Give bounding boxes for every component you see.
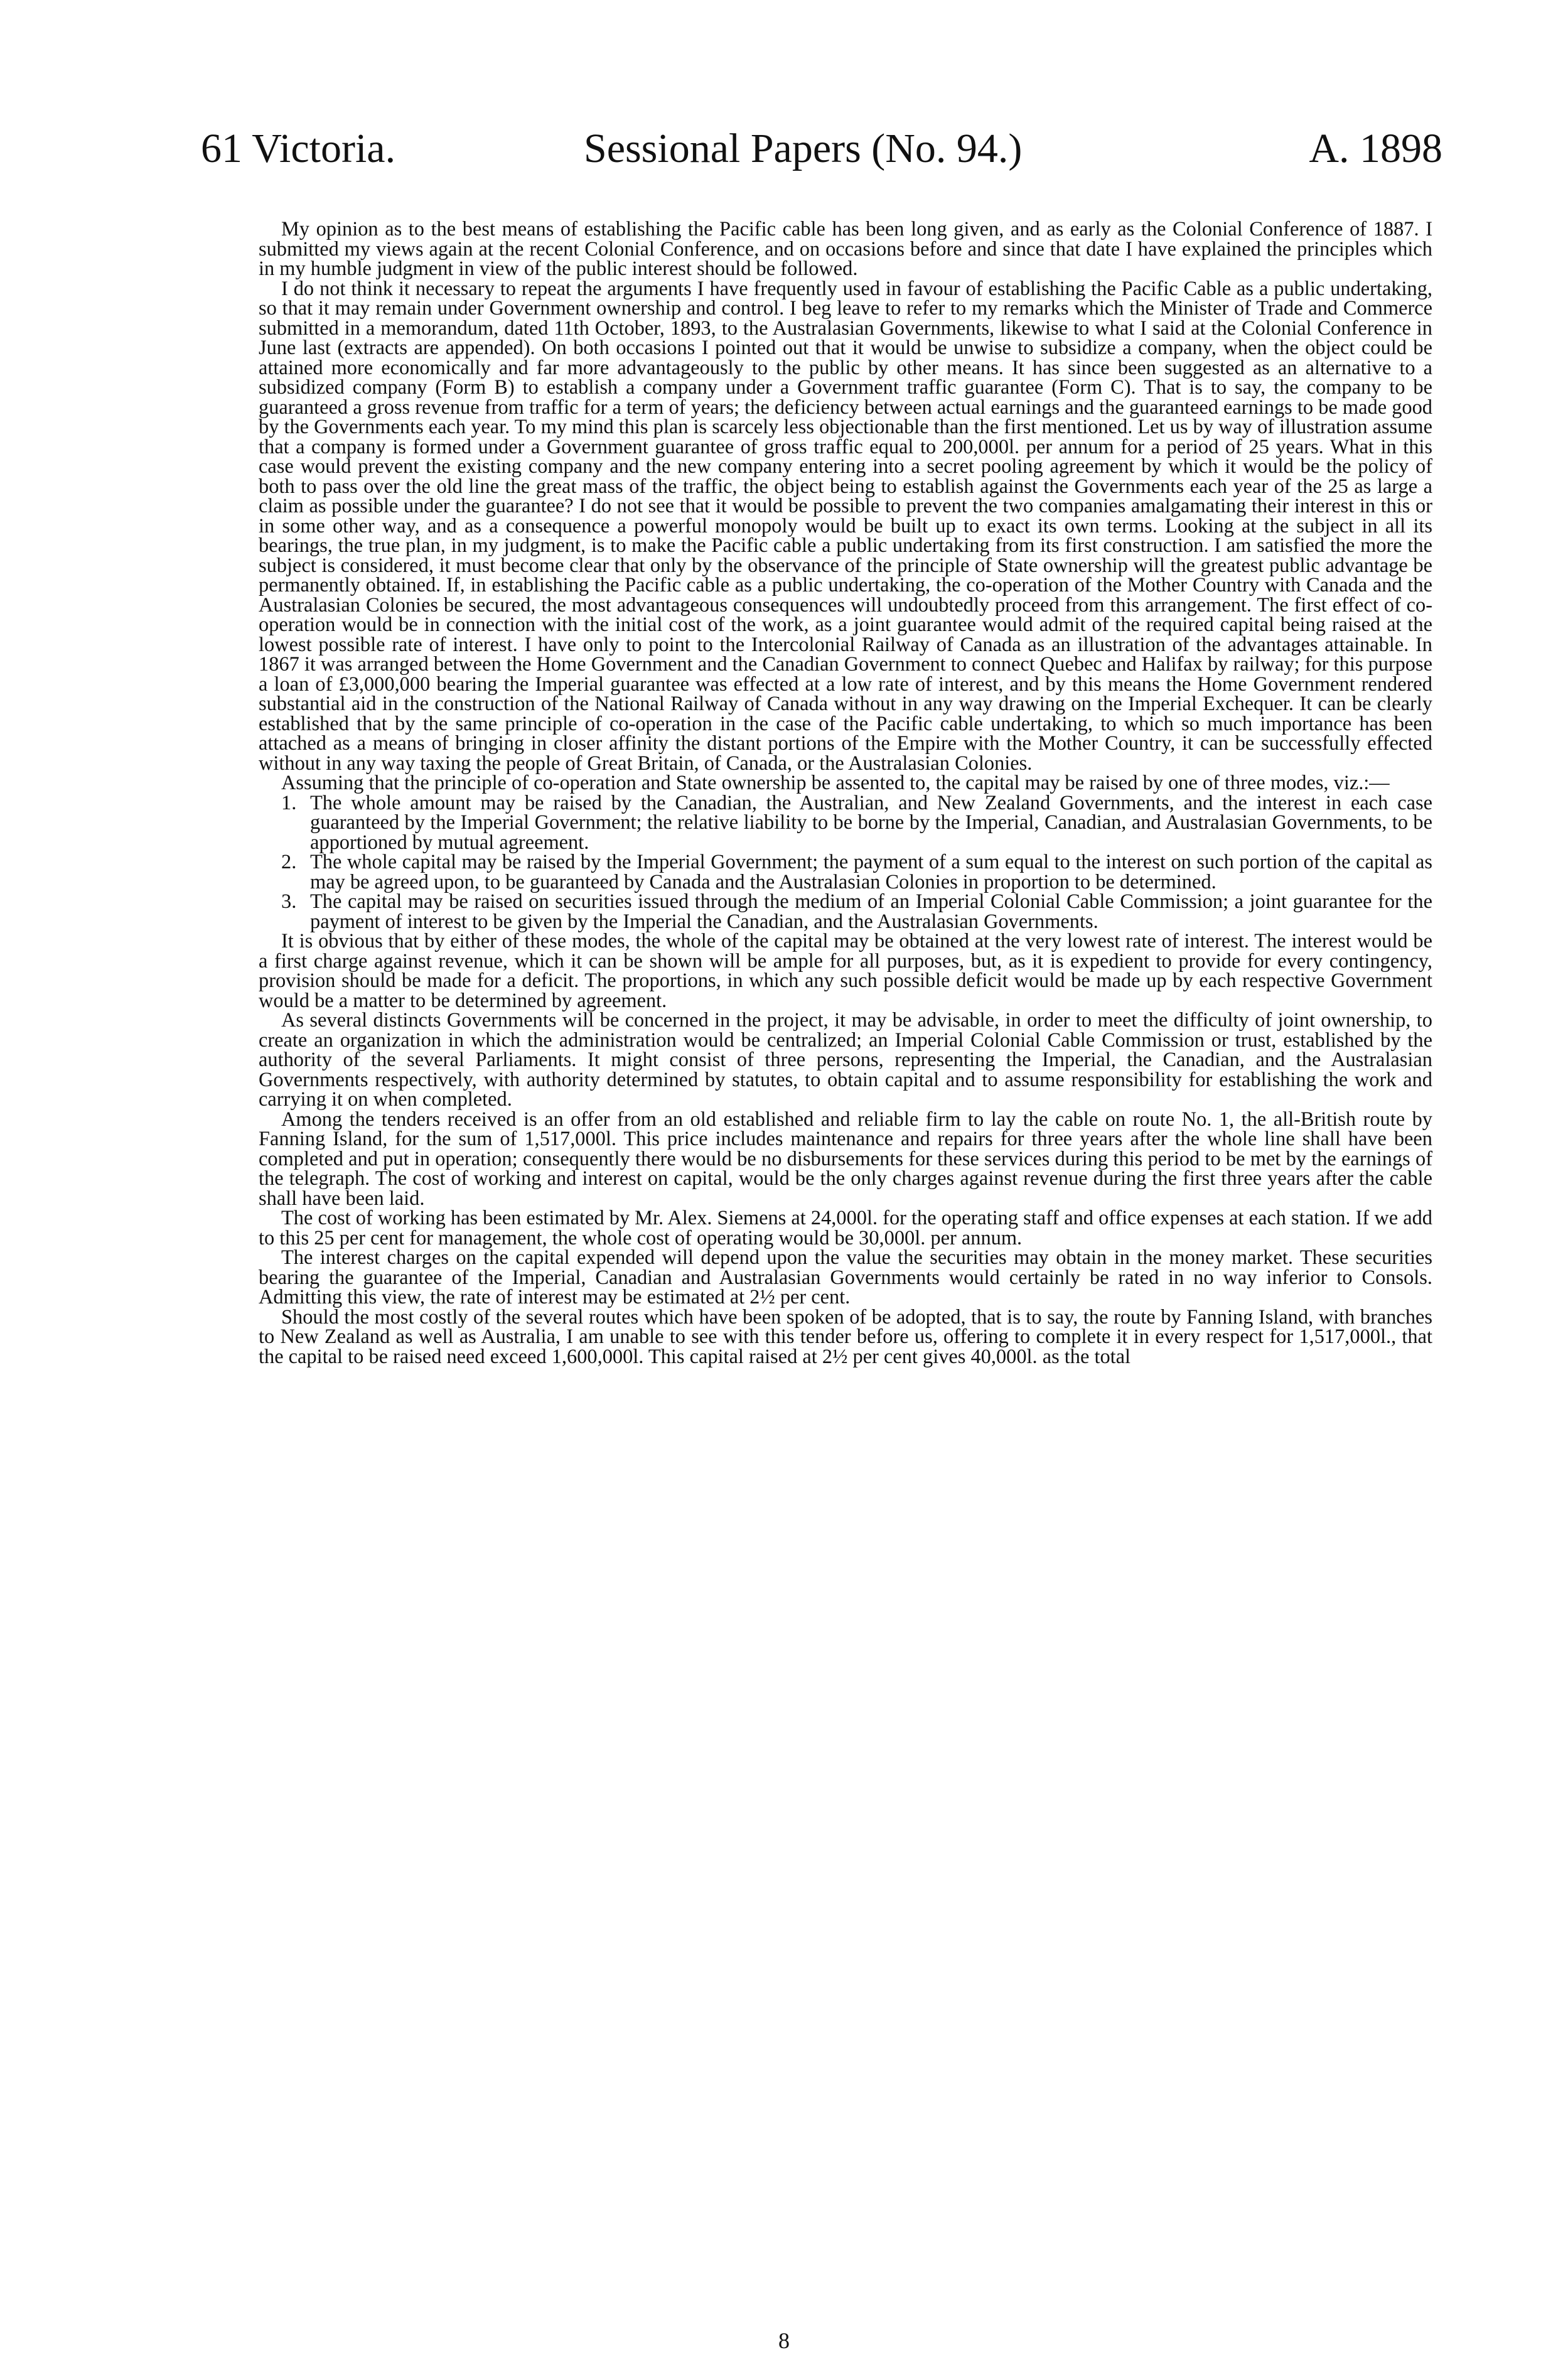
paragraph: Should the most costly of the several routes which have been spoken of be adopted, that is to say, the route by Fanning Island, with branches to New Zealand as well as Australia, I am unable to see with this tender before us, offering to complete it in every respect for 1,517,000l., that the capital to be raised need exceed 1,600,000l. This capital raised at 2½ per cent gives 40,000l. as the total xyxy=(259,1305,1432,1368)
paragraph: It is obvious that by either of these modes, the whole of the capital may be obtained at the very lowest rate of interest. The interest would be a first charge against revenue, which it can be shown will be ample for all purposes, but, as it is expedient to provide for every contingency, provision should be made for a deficit. The proportions, in which any such possible deficit would be made up by each respective Government would be a matter to be determined by agreement. xyxy=(259,930,1432,1012)
header-session: 61 Victoria. xyxy=(201,126,396,171)
list-item xyxy=(259,892,1432,932)
paragraph: Assuming that the principle of co-operation and State ownership be assented to, the capital may be raised by one of three modes, viz.:— xyxy=(281,772,1390,794)
header-title: Sessional Papers (No. 94.) xyxy=(584,126,1023,171)
body-text xyxy=(259,220,1432,1367)
paragraph: I do not think it necessary to repeat the arguments I have frequently used in favour of establishing the Pacific Cable as a public undertaking, so that it may remain under Government ownership and control. I beg leave to refer to my remarks which the Minister of Trade and Commerce submitted in a memorandum, dated 11th October, 1893, to the Australasian Governments, likewise to what I said at the Colonial Conference in June last (extracts are appended). On both occasions I pointed out that it would be unwise to subsidize a company, when the object could be attained more economically and far more advantageously to the public by other means. It has since been suggested as an alternative to a subsidized company (Form B) to establish a company under a Government traffic guarantee (Form C). That is to say, the company to be guaranteed a gross revenue from traffic for a term of years; the deficiency between actual earnings and the guaranteed earnings to be made good by the Governments each year. To my mind this plan is scarcely less objectionable than the first mentioned. Let us by way of illustration assume that a company is formed under a Government guarantee of gross traffic equal to 200,000l. per annum for a period of 25 years. What in this case would prevent the existing company and the new company entering into a secret pooling agreement by which it would be the policy of both to pass over the old line the great mass of the traffic, the object being to establish against the Governments each year of the 25 as large a claim as possible under the guarantee? I do not see that it would be possible to prevent the two companies amalgamating their interest in this or in some other way, and as a consequence a powerful monopoly would be built up to exact its own terms. Looking at the subject in all its bearings, the true plan, in my judgment, is to make the Pacific cable a public undertaking from its first construction. I am satisfied the more the subject is considered, it must become clear that only by the observance of the principle of State ownership will the greatest public advantage be permanently obtained. If, in establishing the Pacific cable as a public undertaking, the co-operation of the Mother Country with Canada and the Australasian Colonies be secured, the most advantageous consequences will undoubtedly proceed from this arrangement. The first effect of co-operation would be in connection with the initial cost of the work, as a joint guarantee would admit of the required capital being raised at the lowest possible rate of interest. I have only to point to the Intercolonial Railway of Canada as an illustration of the advantages attainable. In 1867 it was arranged between the Home Government and the Canadian Government to connect Quebec and Halifax by railway; for this purpose a loan of £3,000,000 bearing the Imperial guarantee was effected at a low rate of interest, and by this means the Home Government rendered substantial aid in the construction of the National Railway of Canada without in any way drawing on the Imperial Exchequer. It can be clearly established that by the same principle of co-operation in the case of the Pacific cable undertaking, to which so much importance has been attached as a means of bringing in closer affinity the distant portions of the Empire with the Mother Country, it can be successfully effected without in any way taxing the people of Great Britain, of Canada, or the Australasian Colonies. xyxy=(259,277,1432,775)
list-item xyxy=(259,791,1432,854)
paragraph: The cost of working has been estimated by Mr. Alex. Siemens at 24,000l. for the operating staff and office expenses at each station. If we add to this 25 per cent for management, the whole cost of operating would be 30,000l. per annum. xyxy=(259,1207,1432,1249)
list-text: The whole amount may be raised by the Canadian, the Australian, and New Zealand Governments, and the interest in each case guaranteed by the Imperial Government; the relative liability to be borne by the Imperial, Canadian, and Australasian Governments, to be apportioned by mutual agreement. xyxy=(310,791,1432,854)
page-number: 8 xyxy=(778,2328,790,2353)
running-header xyxy=(201,121,1442,177)
list-number: 3. xyxy=(281,890,297,913)
list-text: The whole capital may be raised by the Imperial Government; the payment of a sum equal to the interest on such portion of the capital as may be agreed upon, to be guaranteed by Canada and the Australasian Colonies in proportion to be determined. xyxy=(310,851,1432,893)
paragraph: My opinion as to the best means of establishing the Pacific cable has been long given, and as early as the Colonial Conference of 1887. I submitted my views again at the recent Colonial Conference, and on occasions before and since that date I have explained the principles which in my humble judgment in view of the public interest should be followed. xyxy=(259,218,1432,280)
header-year: A. 1898 xyxy=(1309,126,1442,171)
list-number: 2. xyxy=(281,851,297,873)
paragraph: Among the tenders received is an offer from an old established and reliable firm to lay the cable on route No. 1, the all-British route by Fanning Island, for the sum of 1,517,000l. This price includes maintenance and repairs for three years after the whole line shall have been completed and put in operation; consequently there would be no disbursements for these services during this period to be met by the earnings of the telegraph. The cost of working and interest on capital, would be the only charges against revenue during the first three years after the cable shall have been laid. xyxy=(259,1108,1432,1210)
paragraph: The interest charges on the capital expended will depend upon the value the securities may obtain in the money market. These securities bearing the guarantee of the Imperial, Canadian and Australasian Governments would certainly be rated in no way inferior to Consols. Admitting this view, the rate of interest may be estimated at 2½ per cent. xyxy=(259,1246,1432,1308)
list-item xyxy=(259,853,1432,892)
paragraph: As several distincts Governments will be concerned in the project, it may be advisable, in order to meet the difficulty of joint ownership, to create an organization in which the administration would be centralized; an Imperial Colonial Cable Commission or trust, established by the authority of the several Parliaments. It might consist of three persons, representing the Imperial, the Canadian, and the Australasian Governments respectively, with authority determined by statutes, to obtain capital and to assume responsibility for establishing the work and carrying it on when completed. xyxy=(259,1009,1432,1111)
capital-modes-list xyxy=(259,791,1432,933)
list-text: The capital may be raised on securities issued through the medium of an Imperial Colonial Cable Commission; a joint guarantee for the payment of interest to be given by the Imperial the Canadian, and the Australasian Governments. xyxy=(310,890,1432,933)
list-number: 1. xyxy=(281,791,297,814)
